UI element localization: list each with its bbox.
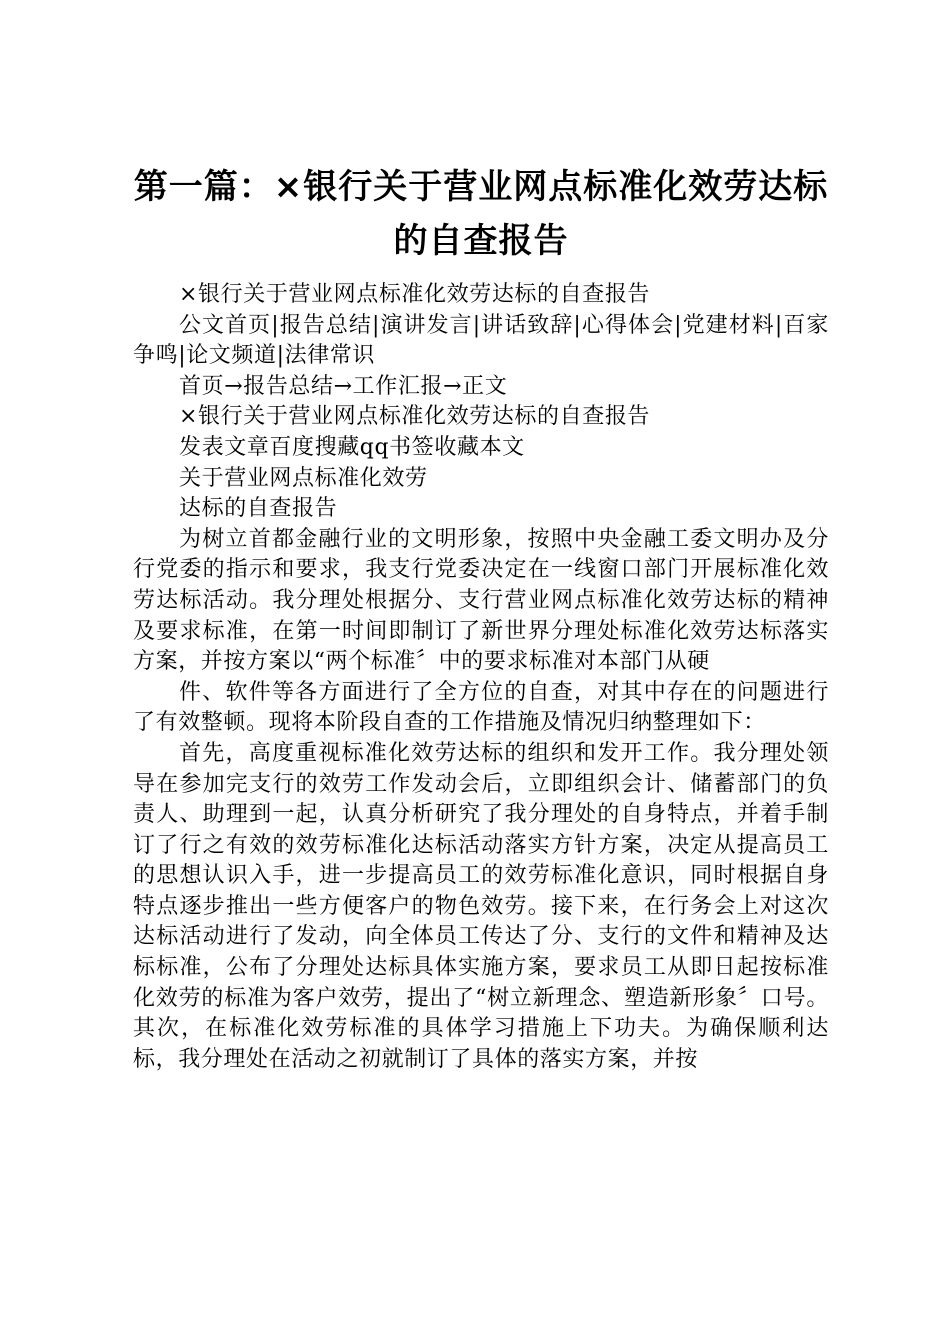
site-navigation-links: 公文首页|报告总结|演讲发言|讲话致辞|心得体会|党建材料|百家争鸣|论文频道|法律常识	[133, 312, 829, 369]
breadcrumb: 首页→报告总结→工作汇报→正文	[179, 373, 508, 399]
article-title-repeat: ×银行关于营业网点标准化效劳达标的自查报告	[179, 404, 651, 430]
document-body	[133, 280, 829, 1075]
title-line-2: 的自查报告	[393, 221, 569, 261]
body-paragraph: 件、软件等各方面进行了全方位的自查，对其中存在的问题进行了有效整顿。现将本阶段自查的工作措施及情况归纳整理如下：	[133, 679, 829, 736]
heading-part-2: 达标的自查报告	[179, 496, 338, 522]
title-line-1: 第一篇：×银行关于营业网点标准化效劳达标	[133, 167, 829, 207]
share-bookmark-text: 发表文章百度搜藏qq书签收藏本文	[179, 434, 525, 460]
body-paragraph: 首先，高度重视标准化效劳达标的组织和发开工作。我分理处领导在参加完支行的效劳工作发动会后，立即组织会计、储蓄部门的负责人、助理到一起，认真分析研究了我分理处的自身特点，并着手制订了行之有效的效劳标准化达标活动落实方针方案，决定从提高员工的思想认识入手，进一步提高员工的效劳标准化意识，同时根据自身特点逐步推出一些方便客户的物色效劳。接下来，在行务会上对这次达标活动进行了发动，向全体员工传达了分、支行的文件和精神及达标标准，公布了分理处达标具体实施方案，要求员工从即日起按标准化效劳的标准为客户效劳，提出了“树立新理念、塑造新形象〞口号。其次，在标准化效劳标准的具体学习措施上下功夫。为确保顺利达标，我分理处在活动之初就制订了具体的落实方案，并按	[133, 740, 829, 1072]
document-title	[133, 160, 829, 268]
subtitle-paragraph: ×银行关于营业网点标准化效劳达标的自查报告	[179, 282, 651, 307]
body-paragraph: 为树立首都金融行业的文明形象，按照中央金融工委文明办及分行党委的指示和要求，我支行党委决定在一线窗口部门开展标准化效劳达标活动。我分理处根据分、支行营业网点标准化效劳达标的精神及要求标准，在第一时间即制订了新世界分理处标准化效劳达标落实方案，并按方案以“两个标准〞中的要求标准对本部门从硬	[133, 526, 829, 675]
document-page	[133, 160, 829, 1075]
heading-part-1: 关于营业网点标准化效劳	[179, 465, 428, 491]
